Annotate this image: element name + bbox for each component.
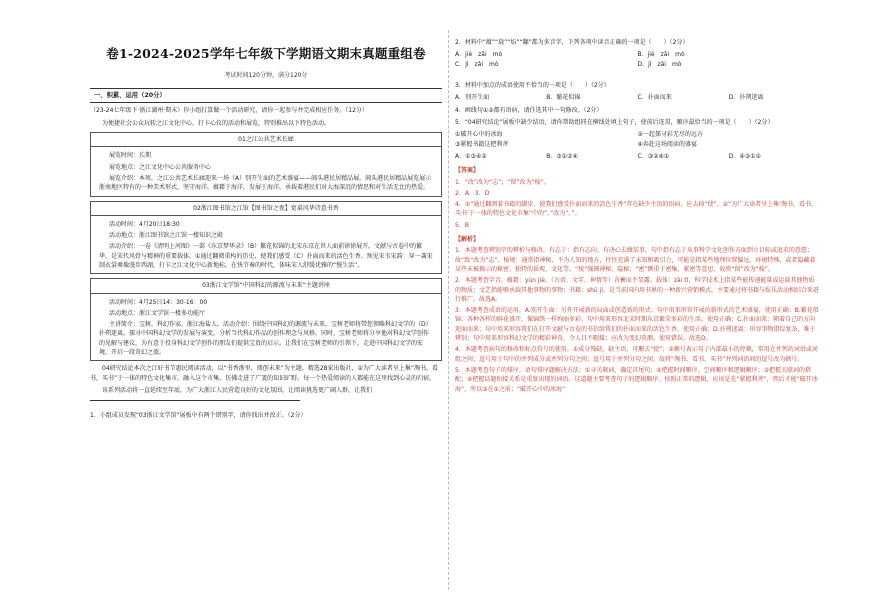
exhibit-box-01-line: 展览介绍：本周，之江公共艺术长廊迎来一场（A）别开生面的艺术盛宴——阆头港民居精品展。阆头港民居精品展览展示浙南地区特有的一种美术形式，坚守海洋，蕴藉于海洋，发展于海洋，承载着港民们对大海深沉的情思和对生活无比的热爱。 (99, 174, 432, 192)
question-2: 2．材料中“蕴”“载”“焰”“翻”都为多音字，下列各项中读音正确的一项是（ ）（2分） (455, 39, 689, 46)
analysis-5: 5．本题考查句子的排序。语句排序题解决方法：①寻关联词，确定首尾句；②把握时间顺序、空间顺序和逻辑顺序；③把握关联词的搭配；④把握话题衔接关系是重复出现的词语。这道题主要考查句子的逻辑顺序。按照正常的逻辑，应该是先“紧握利斧”，然后才能“破开冰海”，所以③在①之前；“破开心中的冰海” (455, 366, 818, 393)
option-c: C．jì zǎi mò (455, 60, 499, 68)
analysis-heading: 【解析】 (455, 236, 480, 244)
option-b: B．繁花似锦 (546, 94, 581, 102)
analysis-2: 2．本题考查字音。蕴藉：yùn jiè，（言语、文字、神情等）含蓄而不显露。载体：zài tǐ，科学技术上指某些能传递能量或运载其他物质的物质；文艺指能够承载其他事物的事物；书籍：shū jí。是当前国内用书界的一种新兴营销模式，主要通过将书籍与娱乐活动相结合来进行推广。故选A。 (455, 277, 819, 303)
exhibit-box-01 (90, 132, 442, 196)
exhibit-box-02-title: 02浙江图书馆之江馆【图书馆之夜】宽桌风华诗意书香 (91, 202, 441, 216)
answer-blank[interactable] (90, 395, 300, 401)
right-column (455, 38, 820, 394)
exhibit-box-01-line: 展览地点：之江文化中心公共服务中心 (109, 163, 212, 171)
option-a: A．jiè zǎi mò (455, 51, 503, 59)
page-subtitle: 考试时间120分钟，满分120分 (224, 72, 308, 80)
exhibit-box-01-title: 01之江公共艺术长廊 (91, 133, 441, 147)
option-b: B．③①②④ (546, 152, 578, 160)
exhibit-box-01-line: 展览时间：长期 (109, 152, 152, 160)
question-2-options (455, 50, 820, 78)
conclusion-paragraph: 04研究结论本次之江好书节惠民阅读活动，以“书香浙里，阅创未来”为主题，精选28家出版社，②为广大读者呈上集“淘书，看书，买书”于一体的特色文化集市。融入这个市集，仿佛走进了广袤的知识旷野。每一个热爱阅读的人都能在这里找到心灵的归宿。 (90, 365, 438, 382)
conclusion-continuation (90, 386, 442, 405)
answer-2-3: 2．A 3．D (455, 189, 490, 197)
sentence-item: ④奔赴这场阅读的盛宴 (637, 140, 697, 148)
option-a: A．①③④② (455, 152, 487, 160)
answer-block (455, 178, 820, 230)
intro-paragraph: 为便捷社会公众玩转之江文化中心，打卡心仪的活动和展览，特别推出以下特色活动。 (102, 119, 331, 127)
option-d: D．扑朔迷离 (728, 94, 764, 102)
answer-heading: 【答案】 (455, 167, 480, 175)
analysis-3: 3．本题考查成语的运用。A.别开生面：另外开展新的局面或创造新的形式；句中用来形容开展的新形式的艺术盛宴，使用正确；B.繁花似锦：各种各样的鲜花盛开，像锦绣一样绚丽多彩。句中用来形容北宋时期东京繁荣多彩的生活，使用正确；C.扑面而来：朝着自己的方向迎面而来；句中用来形容我们在打开文献与古卷的书信给我们的扑面而来的活色生香，使用正确；D.扑朔迷离：形容事物错综复杂，难于辨别；句中用来形容科幻文学的精彩神奇，令人目不暇接；应改为变幻莫测，使用错误。故选D。 (455, 307, 819, 343)
option-a: A．别开生面 (455, 94, 490, 102)
exhibit-box-03-line: 活动地点：浙江文学馆一楼多功能厅 (109, 309, 206, 317)
conclusion-text: 该系列活动将一直延续至年底，为广大浙江人民营造良好的文化氛围，让阅读挑选更广阔人群，让我们 (102, 386, 373, 394)
exhibit-box-03-line: 主讲简介：宝树，科幻作家，浙江海盐人。活动介绍：围绕中国科幻的源流与未来，宝树老师将带您领略科幻文学的（D）扑朔迷离，探寻中国科幻文学的发展与演变。分析当代科幻作品的创作理念与风格。同时，宝树老师将分享他对科幻文学创作的见解与建议，为有意于投身科幻文学创作的朋友们提供宝贵的启示。让我们在宝树老师的引领下，走进中国科幻文学的宏境，开启一段奇幻之旅。 (99, 321, 432, 357)
section-heading: 一、积累、运用（20分） (90, 88, 442, 104)
answer-1: 1．“改”改为“志”；“留”改为“棱”。 (455, 178, 550, 186)
question-5: 5．“04研究结论”展板中缺少结语，请你帮助组同在横线处填上句子，使前后连贯，顺序最恰当的一项是（ ）（2分） (455, 119, 774, 127)
sentence-item: ③紧握书籍这把利斧 (455, 140, 509, 148)
option-d: D．④③①② (728, 152, 761, 160)
analysis-4: 4．本题考查病句的修改和标点符号的使用。①成分残缺，缺主语，可删去“使”；②顿号表示句子内部最小的停顿，常用在并列的词语或词组之间；逗号用于句中的并列成分或并列分句之间；逗号用于并列分句之间。故将“淘书，看书，买书”并列词语间的逗号改为顿号。 (455, 346, 818, 363)
analysis-1: 1．本题考查辨别字的辨析与修改。有志于：指有志向、有决心去做某事，句中指有志于从事科学文化创作方面到立目标或追求的意愿；故“致”改为“志”。棱境：通常指神秘、不为人知的地方，往往充满了未知和吸引力，可能是指某些地理位置偏远、环境特殊，或者隐藏着某些未被揭示的秘密、独特的景观、文化等。“棱”强调神秘、隐秘；“密”侧重于密集、紧密等意思，故将“留”改为“棱”。 (455, 247, 816, 273)
question-3-options (455, 93, 820, 102)
question-5-options (455, 152, 820, 161)
question-3: 3．材料中加点的成语使用不恰当的一项是（ ）（2分） (455, 82, 610, 90)
question-4: 4．画线句①②都有语病，请任选其中一句修改。（2分） (455, 106, 603, 114)
option-c: C．扑面而来 (637, 94, 672, 102)
exhibit-box-02 (90, 201, 442, 275)
exhibit-box-03 (90, 278, 442, 361)
exhibit-box-03-title: 03浙江文学馆“中国科幻的源流与未来”主题讲座 (91, 279, 441, 293)
column-divider (448, 30, 449, 590)
left-column (90, 38, 442, 420)
analysis-block (455, 246, 820, 393)
page-title: 卷1-2024-2025学年七年级下学期语文期末真题重组卷 (106, 46, 426, 61)
exhibit-box-02-line: 活动介绍：一卷《清明上河图》一部《东京梦华录》（B）繁花似锦的北宋东京在世人面前徐徐展开。文献与古卷中的繁华，是宋代风骨与精神的重要载体。①通过翻阅重构的历史，使我们感受（C）扑面而来的活色生香。预见宋韦宋韵：穿一袭宋制衣裳乘像漫步西湖，打卡之江文化中心新地标，在快节奏的时代，体味宋人舒缓优雅的“慢生活”。 (99, 243, 433, 269)
sentence-item: ②一起探寻彩无尽的远方 (637, 131, 703, 139)
question-5-items (455, 130, 820, 149)
exhibit-box-03-line: 活动时间：4月25日14：30-16：00 (109, 298, 208, 306)
option-d: D．jì zǎi mò (637, 60, 682, 68)
option-b: B．jiè zǎi mò (637, 51, 685, 59)
answer-5: 5．B (455, 221, 469, 229)
exhibit-box-02-line: 活动时间：4月20日18:30 (109, 220, 180, 228)
answer-4: 4．①“通过翻阅着书籍的脚步，使我们感受扑面而来的活色生香”存在缺少主语的语病，应去掉“使”。②“为广大读者呈上集‘淘书，看书，买书’于一体的特色文化市集”中的“，”改为“、”。 (455, 201, 818, 218)
intro-question: （23-24七年级下·浙江湖州·期末）你小组打算做一个活动研究，请你一起参与并完成相应任务。（12分） (90, 107, 368, 115)
option-c: C．③②④① (637, 152, 670, 160)
sentence-item: ①破开心中的冰海 (455, 131, 503, 139)
question-1: 1．小组成员发现“03浙江文学馆”展板中有两个错别字，请你找出并改正。（2分） (90, 411, 307, 419)
exhibit-box-02-line: 活动地点：浙江图书馆之江馆一楼知识之殿 (109, 232, 224, 240)
